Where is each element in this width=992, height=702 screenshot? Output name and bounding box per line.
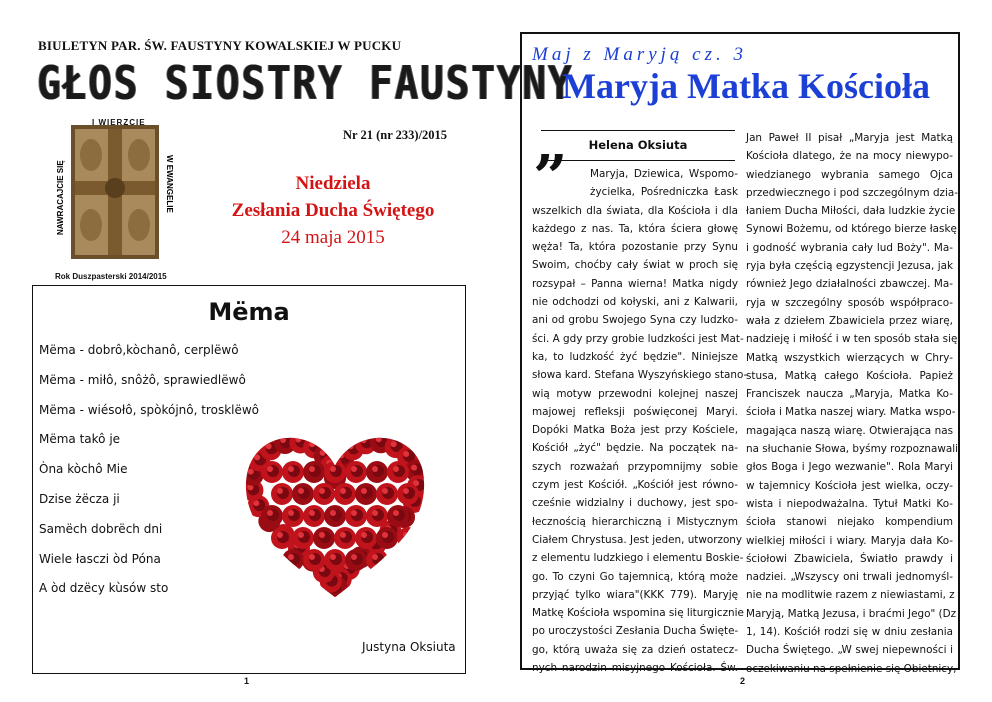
article-line: ściołowi Zbawiciela, Światło prawdy i <box>746 552 953 565</box>
article-line: czym jest Kościół. „Kościół jest równo- <box>532 479 738 492</box>
article-line: nych narodzin misyjnego Kościoła. Św. <box>532 662 738 675</box>
rose-icon <box>334 527 356 549</box>
sunday-line2: Zesłania Ducha Świętego <box>231 200 435 221</box>
author-rule-top <box>541 130 735 131</box>
rose-icon <box>366 549 388 571</box>
article-title: Maryja Matka Kościoła <box>562 66 930 106</box>
bulletin-header: BIULETYN PAR. ŚW. FAUSTYNY KOWALSKIEJ W PUCKU <box>38 38 402 53</box>
poem-line: Mëma takô je <box>39 432 121 447</box>
article-line: Synowi Bożemu, od którego bierze łaskę <box>746 223 957 236</box>
rose-icon <box>282 461 304 483</box>
rose-icon <box>292 483 314 505</box>
article-line: Maryją, Matką Jezusa, i braćmi Jego" (Dz <box>746 607 957 620</box>
article-line: ści. A gdy przy grobie ludzkości jest Mat- <box>532 332 744 345</box>
sunday-date: 24 maja 2015 <box>281 227 385 248</box>
rose-icon <box>282 549 304 571</box>
article-line: szych rozważań przypomnijmy sobie <box>532 460 738 473</box>
article-line: łecznością hierarchiczną i Mistycznym <box>532 515 738 528</box>
article-line: stusa, Matką całego Kościoła. Papież <box>746 369 953 382</box>
article-line: na słuchanie Słowa, byśmy rozpoznawali <box>746 443 959 456</box>
rose-icon <box>261 549 283 571</box>
article-line: ścioła stanowi niejako kompendium <box>746 516 953 529</box>
rose-icon <box>366 505 388 527</box>
article-line: słowa kard. Stefana Wyszyńskiego stano- <box>532 369 748 382</box>
article-author: Helena Oksiuta <box>588 138 688 152</box>
rose-icon <box>387 549 409 571</box>
article-line: w tajemnicy Kościoła jest wielka, oczy- <box>746 479 953 492</box>
poem-title: Mëma <box>208 298 290 326</box>
article-line: wszelkich dla świata, dla Kościoła i dla <box>532 204 738 217</box>
article-line: Franciszek naucza „Maryja, Matka Ko- <box>746 388 953 401</box>
article-line: łaniem Ducha Miłości, dała ludzkie życie <box>746 205 956 218</box>
article-line: przedwiecznego i pod szczególnym dzia- <box>746 186 959 199</box>
rose-icon <box>292 527 314 549</box>
article-column-right <box>746 129 959 678</box>
article-line: Kościoła dlatego, że na mocy niewypo- <box>746 150 953 163</box>
poem-line: Mëma - wiésołô, spòkójnô, trosklëwô <box>39 402 260 417</box>
article-line: ani od grobu Swojego Syna czy ludzko- <box>532 314 738 327</box>
rose-icon <box>345 505 367 527</box>
series-title: Maj z Maryją cz. 3 <box>532 44 748 65</box>
rose-heart-image <box>242 432 428 604</box>
rose-icon <box>387 461 409 483</box>
rose-icon <box>397 527 419 549</box>
rose-icon <box>303 549 325 571</box>
article-line: Matką wszystkich wierzących w Chry- <box>746 351 953 364</box>
article-line: go, którą uważa się za dzień ostatecz- <box>532 643 738 656</box>
article-line: majowej refleksji poświęconej Maryi. <box>532 405 738 418</box>
article-line: życielka, Pośredniczka Łask <box>590 186 738 199</box>
article-line: nie na modlitwie razem z niewiastami, z <box>746 589 955 602</box>
article-line: Ciałem Chrystusa. Jest jeden, utworzony <box>532 533 743 546</box>
poem-line: Mëma - miłô, snôżô, sprawiedlëwô <box>39 372 246 387</box>
rose-icon <box>282 505 304 527</box>
article-line: wielkiej miłości i wiary. Maryja dała Ko- <box>746 534 953 547</box>
rose-icon <box>387 505 409 527</box>
article-line: ścioła i Matka naszej wiary. Matka wspo- <box>746 406 956 419</box>
rose-icon <box>345 549 367 571</box>
article-line: 1, 14). Kościół rodzi się w dniu zesłania <box>746 626 953 639</box>
parish-cross-logo <box>53 115 178 283</box>
rose-icon <box>271 483 293 505</box>
svg-text:NAWRACAJCIE SIĘ: NAWRACAJCIE SIĘ <box>56 160 65 235</box>
article-line: również Jego działalności zbawczej. Ma- <box>746 278 953 291</box>
rose-icon <box>303 505 325 527</box>
poem-line: Samëch dobrëch dni <box>39 521 163 536</box>
article-line: nadziei. „Wszyscy oni trwali jednomyśl- <box>746 571 953 584</box>
rose-icon <box>324 549 346 571</box>
article-line: nie odchodzi od kołyski, ani z Kalwarii, <box>532 296 738 309</box>
poem-line: Mëma - dobrô,kòchanô, cerplëwô <box>39 343 239 357</box>
article-line: nadzieję i miłość i w ten sposób stała się <box>746 333 958 346</box>
article-line: cześnie widzialny i duchowy, jest spo- <box>532 497 738 510</box>
article-line: węża! Ta, która pozostanie przy Synu <box>532 241 738 254</box>
article-line: i godność wybrania cały lud Boży". Ma- <box>746 241 953 254</box>
article-line: Swoim, choćby cały świat w proch się <box>532 259 738 272</box>
article-line: Jan Paweł II pisał „Maryja jest Matką <box>746 132 953 144</box>
article-line: przyjąć tylko wiara"(KKK 779). Maryję <box>532 588 738 601</box>
rose-icon <box>345 461 367 483</box>
page-number-left: 1 <box>244 676 250 686</box>
article-line: głos Boga i Jego wezwanie". Rola Maryi <box>746 461 953 474</box>
poem-author: Justyna Oksiuta <box>362 640 456 654</box>
rose-icon <box>324 505 346 527</box>
rose-icon <box>324 461 346 483</box>
poem-line: Wiele łasczi òd Póna <box>39 551 161 566</box>
article-line: Maryja, Dziewica, Wspomo- <box>590 168 738 180</box>
article-line: ryja była częścią egzystencji Jezusa, jak <box>746 260 953 273</box>
rose-icon <box>271 527 293 549</box>
rose-icon <box>313 527 335 549</box>
poem-line: Dzise żëcza ji <box>39 491 120 506</box>
logo-top-text: I WIERZCIE <box>92 118 146 127</box>
article-line: ryja w szczególny sposób współpraco- <box>746 296 953 309</box>
article-line: Matkę Kościoła wspomina się liturgicznie <box>532 607 744 620</box>
article-line: wista i niepodważalna. Tytuł Matki Ko- <box>746 497 953 510</box>
quote-mark-icon: ” <box>533 143 568 213</box>
author-rule-bottom <box>541 160 735 161</box>
rose-icon <box>355 527 377 549</box>
rose-icon <box>376 527 398 549</box>
article-line: Dopóki Matka Boża jest przy Kościele, <box>532 424 738 437</box>
poem-lines <box>39 342 259 610</box>
issue-number: Nr 21 (nr 233)/2015 <box>343 128 448 142</box>
rose-icon <box>334 483 356 505</box>
sunday-line1: Niedziela <box>295 173 371 194</box>
article-line: Kościół „żyć" będzie. Na początek na- <box>532 442 738 455</box>
article-line: po uroczystości Zesłania Ducha Święte- <box>532 625 739 638</box>
rose-icon <box>376 483 398 505</box>
rose-icon <box>355 483 377 505</box>
rose-icon <box>261 505 283 527</box>
rose-icon <box>366 461 388 483</box>
article-line: Ducha Świętego. „W swej niepewności i <box>746 644 953 657</box>
svg-text:W EWANGELIE: W EWANGELIE <box>165 155 174 213</box>
rose-icon <box>397 483 419 505</box>
article-line: wiedzianego wybrania samego Ojca <box>746 168 953 181</box>
article-line: wała z dziełem Zbawiciela przez wiarę, <box>746 314 953 327</box>
rose-icon <box>303 461 325 483</box>
poem-line: Òna kòchô Mie <box>39 462 128 477</box>
page-number-right: 2 <box>740 676 746 686</box>
article-line: każdego z nas. Ta, która ściera głowę <box>532 222 738 235</box>
article-line: wią motyw przewodni kolejnej naszej <box>532 387 738 400</box>
logo-bottom-text: Rok Duszpasterski 2014/2015 <box>55 272 167 281</box>
article-line: magająca naszą wiarę. Otwierająca nas <box>746 424 953 437</box>
masthead-title: GŁOS SIOSTRY FAUSTYNY <box>37 56 574 110</box>
article-column-left <box>532 165 748 677</box>
article-line: rozsypał – Panna wierna! Matka nigdy <box>532 277 738 290</box>
sunday-announcement <box>220 170 446 251</box>
article-line: go. To czyni Go tajemnicą, którą może <box>532 570 738 583</box>
article-line: ka, to ludzkość żyć będzie". Niniejsze <box>532 350 738 363</box>
article-line: oczekiwaniu na spełnienie się Obietnicy, <box>746 662 957 675</box>
article-line: z elementu ludzkiego i elementu Boskie- <box>532 552 744 565</box>
poem-line: A òd dzëcy kùsów sto <box>39 581 169 596</box>
rose-icon <box>261 461 283 483</box>
rose-icon <box>313 483 335 505</box>
